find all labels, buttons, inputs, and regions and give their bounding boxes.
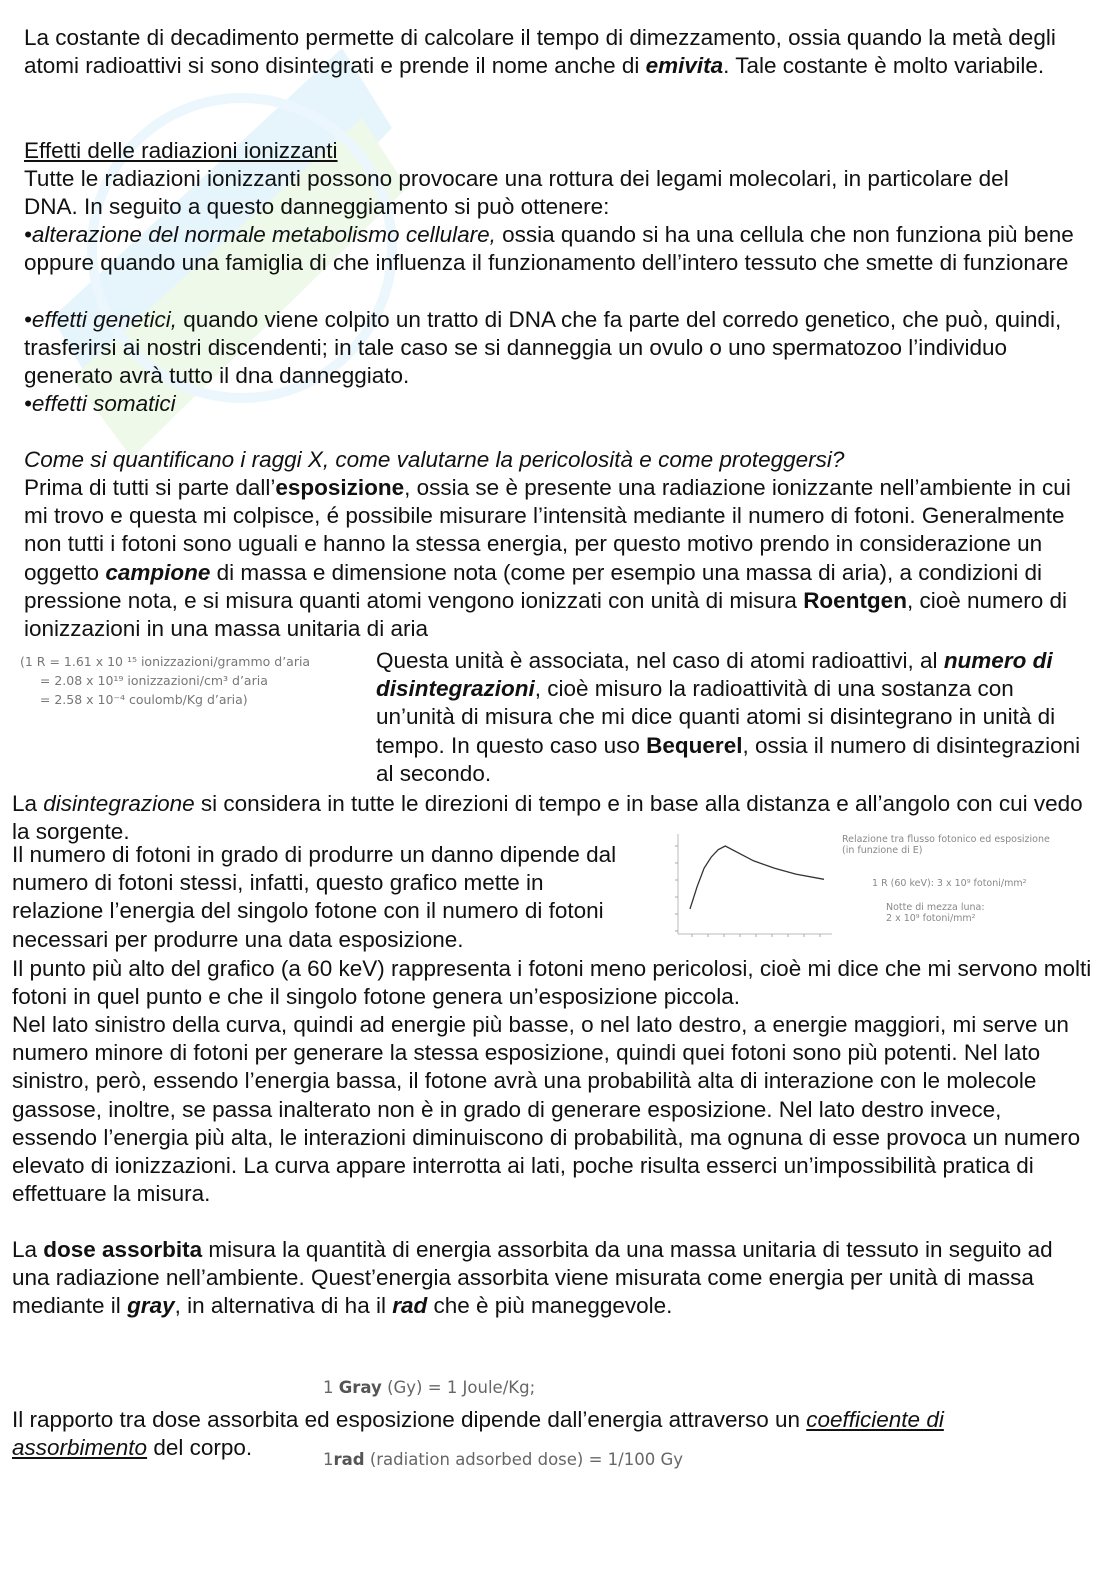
photon-flux-chart: [662, 822, 1086, 944]
bequerel-term: Bequerel: [646, 732, 743, 758]
chart-series-line: [690, 846, 824, 909]
chart-annotation-moon: Notte di mezza luna: 2 x 10⁹ fotoni/mm²: [886, 902, 985, 924]
paragraph-photons: Il numero di fotoni in grado di produrre un danno dipende dal numero di fotoni stessi, infatti, questo grafico mette in relazione l’energia del singolo fotone con il numero di fotoni necessari per produrre una data esposizione.: [12, 842, 617, 952]
paragraph-becquerel: Questa unità è associata, nel caso di atomi radioattivi, al numero di disintegrazioni, cioè misuro la radioattività di una sostanza con un’unità di misura che mi dice quanti atomi si disintegrano in unità di tempo. In questo caso uso Bequerel, ossia il numero di disintegrazioni al secondo.: [376, 648, 1081, 786]
chart-title: Relazione tra flusso fotonico ed esposizione (in funzione di E): [842, 834, 1050, 856]
bullet-genetic: •effetti genetici, quando viene colpito un tratto di DNA che fa parte del corredo genetico, che può, quindi, trasferirsi ai nostri discendenti; in tale caso se si danneggia un ovulo o uno spermatozoo l’individuo generato avrà tutto il dna danneggiato.: [24, 307, 1062, 389]
gray-term: gray: [127, 1293, 175, 1319]
paragraph-sides: Nel lato sinistro della curva, quindi ad energie più basse, o nel lato destro, a energie maggiori, mi serve un numero minore di fotoni per generare la stessa esposizione, quindi quei fotoni sono più potenti. Nel lato sinistro, però, essendo l’energia bassa, il fotone avrà una probabilità alta di interazione con le molecole gassose, inoltre, se passa inalterato non è in grado di generare esposizione. Nel lato destro invece, essendo l’energia più alta, le interazioni diminuiscono di probabilità, ma ognuna di esse provoca un numero elevato di ionizzazioni. La curva appare interrotta ai lati, poche risulta esserci un’impossibilità pratica di effettuare la misura.: [12, 1012, 1081, 1207]
bullet-metabolism: •alterazione del normale metabolismo cellulare, ossia quando si ha una cellula che non funziona più bene oppure quando una famiglia di che influenza il funzionamento dell’intero tessuto che smette di funzionare: [24, 222, 1074, 276]
coefficiente-term: coefficiente di assorbimento: [12, 1407, 944, 1461]
paragraph-dose: La dose assorbita misura la quantità di energia assorbita da una massa unitaria di tessuto in seguito ad una radiazione nell’ambiente. Quest’energia assorbita viene misurata come energia per unità di massa mediante il gray, in alternativa di ha il rad che è più maneggevole.: [12, 1237, 1053, 1319]
roentgen-formula: (1 R = 1.61 x 10 ¹⁵ ionizzazioni/grammo d’aria = 2.08 x 10¹⁹ ionizzazioni/cm³ d’aria = 2.58 x 10⁻⁴ coulomb/Kg d’aria): [20, 654, 311, 707]
numero-disintegrazioni-term: numero di disintegrazioni: [376, 648, 1053, 702]
paragraph-half-life: La costante di decadimento permette di calcolare il tempo di dimezzamento, ossia quando la metà degli atomi radioattivi si sono disintegrati e prende il nome anche di emivita. Tale costante è molto variabile.: [24, 25, 1056, 79]
emivita-term: emivita: [645, 53, 724, 79]
bullet-somatic: •effetti somatici: [24, 391, 176, 416]
campione-term: campione: [105, 559, 211, 585]
rad-term: rad: [392, 1293, 428, 1319]
gray-rad-formula: 1 Gray (Gy) = 1 Joule/Kg; 1rad (radiation adsorbed dose) = 1/100 Gy: [323, 1378, 684, 1469]
esposizione-term: esposizione: [275, 475, 405, 500]
paragraph-disintegration: La disintegrazione si considera in tutte le direzioni di tempo e in base alla distanza e all’angolo con cui vedo la sorgente.: [12, 791, 1083, 845]
paragraph-effects-intro: Tutte le radiazioni ionizzanti possono provocare una rottura dei legami molecolari, in particolare del DNA. In seguito a questo danneggiamento si può ottenere:: [24, 166, 1009, 220]
question-heading: Come si quantificano i raggi X, come valutarne la pericolosità e come proteggersi?: [24, 447, 845, 472]
chart-plot-area: [662, 822, 842, 944]
paragraph-ratio: Il rapporto tra dose assorbita ed esposizione dipende dall’energia attraverso un coefficiente di assorbimento del corpo.: [12, 1407, 944, 1461]
disintegrazione-term: disintegrazione: [43, 791, 195, 816]
paragraph-exposure: Prima di tutti si parte dall’esposizione, ossia se è presente una radiazione ionizzante nell’ambiente in cui mi trovo e questa mi colpisce, é possibile misurare l’intensità mediante il numero di fotoni. Generalmente non tutti i fotoni sono uguali e hanno la stessa energia, per questo motivo prendo in considerazione un oggetto campione di massa e dimensione nota (come per esempio una massa di aria), a condizioni di pressione nota, e si misura quanti atomi vengono ionizzati con unità di misura Roentgen, cioè numero di ionizzazioni in una massa unitaria di aria: [24, 475, 1071, 642]
paragraph-peak: Il punto più alto del grafico (a 60 keV) rappresenta i fotoni meno pericolosi, cioè mi dice che mi servono molti fotoni in quel punto e che il singolo fotone genera un’esposizione piccola.: [12, 956, 1092, 1010]
section-heading-effects: Effetti delle radiazioni ionizzanti: [24, 138, 338, 163]
chart-annotation-roentgen: 1 R (60 keV): 3 x 10⁹ fotoni/mm²: [872, 878, 1027, 889]
dose-assorbita-term: dose assorbita: [43, 1237, 203, 1262]
roentgen-term: Roentgen: [803, 587, 907, 613]
